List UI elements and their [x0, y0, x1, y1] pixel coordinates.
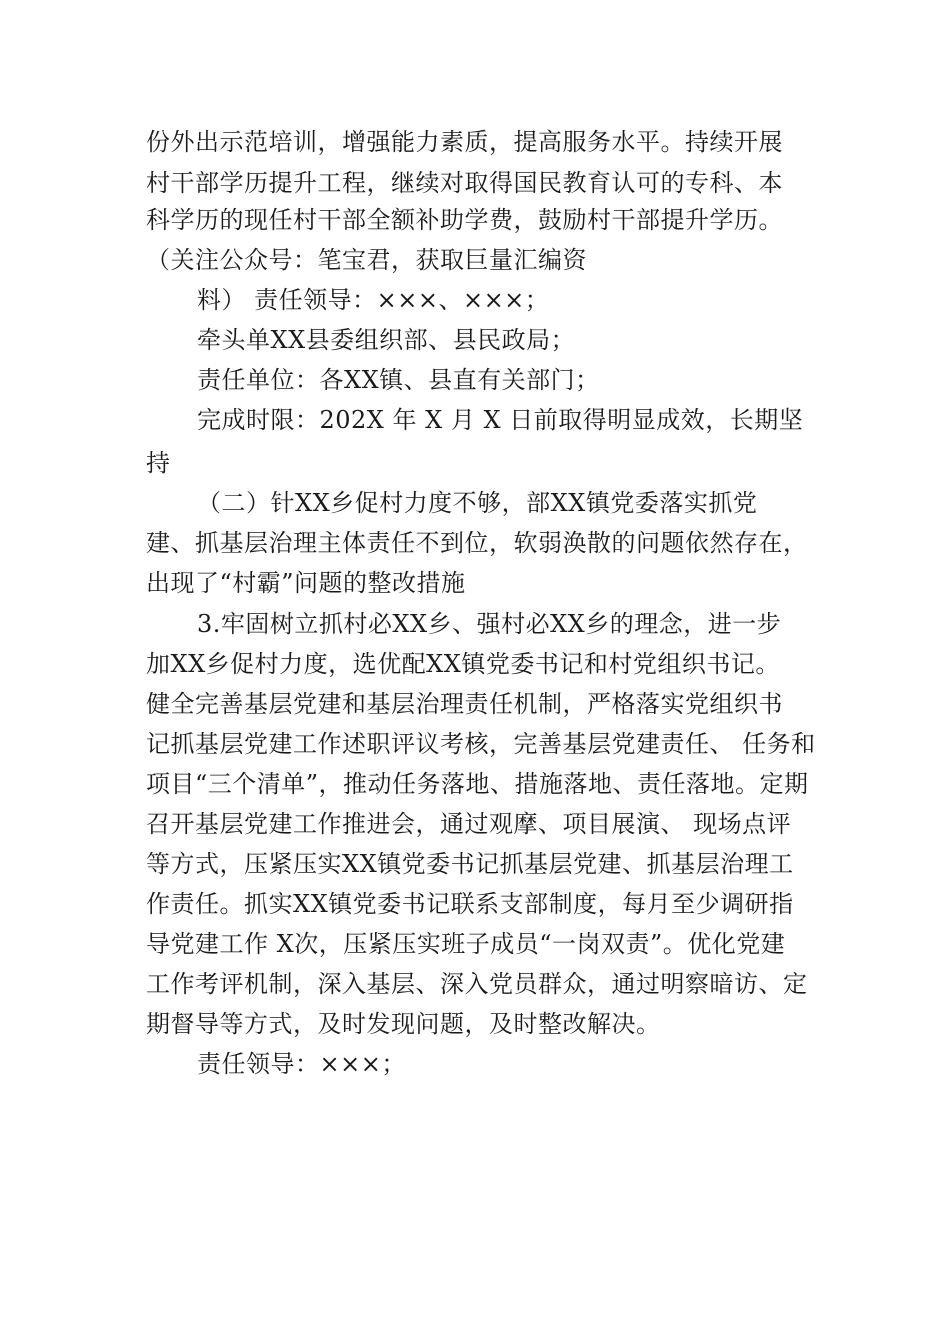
text-line: 项目“三个清单”，推动任务落地、措施落地、责任落地。定期 — [146, 770, 809, 798]
text-line: 村干部学历提升工程，继续对取得国民教育认可的专科、本 — [146, 169, 783, 197]
text-line: 责任领导：×××； — [197, 1050, 406, 1078]
text-line: 科学历的现任村干部全额补助学费，鼓励村干部提升学历。 — [146, 206, 783, 234]
text-line: 记抓基层党建工作述职评议考核，完善基层党建责任、 任务和 — [146, 730, 816, 758]
text-line: 完成时限：202X 年 X 月 X 日前取得明显成效，长期坚 — [197, 406, 804, 434]
text-line: 健全完善基层党建和基层治理责任机制，严格落实党组织书 — [146, 690, 783, 718]
text-line: 工作考评机制，深入基层、深入党员群众，通过明察暗访、定 — [146, 970, 808, 998]
text-line: 召开基层党建工作推进会，通过观摩、项目展演、 现场点评 — [146, 810, 792, 838]
section-heading: 建、抓基层治理主体责任不到位，软弱涣散的问题依然存在， — [146, 529, 808, 557]
text-line: 加XX乡促村力度，选优配XX镇党委书记和村党组织书记。 — [146, 650, 780, 678]
text-line: 等方式，压紧压实XX镇党委书记抓基层党建、抓基层治理工 — [146, 850, 794, 878]
section-heading: 出现了“村霸”问题的整改措施 — [146, 569, 466, 597]
text-line: 牵头单XX县委组织部、县民政局； — [197, 326, 576, 354]
text-line: （关注公众号：笔宝君，获取巨量汇编资 — [146, 246, 587, 274]
text-line: 份外出示范培训，增强能力素质，提高服务水平。持续开展 — [146, 128, 783, 156]
text-line: 3.牢固树立抓村必XX乡、强村必XX乡的理念，进一步 — [197, 610, 782, 638]
section-heading: （二）针XX乡促村力度不够，部XX镇党委落实抓党 — [197, 489, 758, 517]
text-line: 导党建工作 X次，压紧压实班子成员“一岗双责”。优化党建 — [146, 930, 786, 958]
text-line: 责任单位：各XX镇、县直有关部门； — [197, 366, 600, 394]
text-line: 作责任。抓实XX镇党委书记联系支部制度，每月至少调研指 — [146, 890, 794, 918]
text-line: 持 — [146, 449, 171, 477]
text-line: 期督导等方式，及时发现问题，及时整改解决。 — [146, 1010, 661, 1038]
text-line: 料） 责任领导：×××、×××； — [197, 286, 550, 314]
